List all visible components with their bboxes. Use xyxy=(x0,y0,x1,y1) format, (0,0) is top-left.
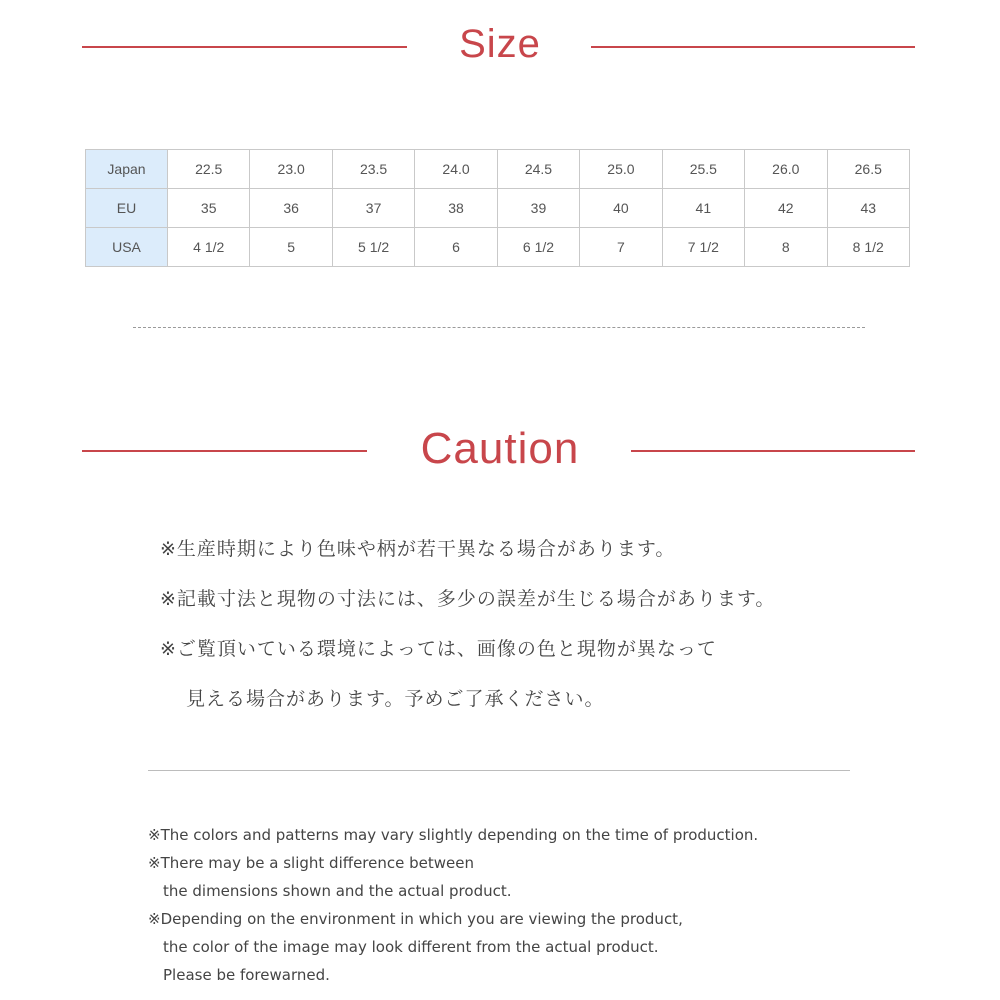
table-cell: 35 xyxy=(168,189,250,228)
table-cell: 37 xyxy=(332,189,414,228)
jp-note-line: ※ご覧頂いている環境によっては、画像の色と現物が異なって xyxy=(160,638,717,660)
table-cell: 25.5 xyxy=(662,150,744,189)
table-cell: 22.5 xyxy=(168,150,250,189)
table-row-japan xyxy=(86,150,910,189)
en-note-line: Please be forewarned. xyxy=(163,966,330,984)
table-cell: 24.0 xyxy=(415,150,497,189)
table-cell: 36 xyxy=(250,189,332,228)
section-divider xyxy=(148,770,850,771)
table-cell: 41 xyxy=(662,189,744,228)
table-row-usa xyxy=(86,228,910,267)
en-note-line: the color of the image may look different from the actual product. xyxy=(163,938,659,956)
row-header-eu: EU xyxy=(86,189,168,228)
size-heading xyxy=(0,20,1000,80)
table-cell: 7 1/2 xyxy=(662,228,744,267)
caution-heading xyxy=(0,422,1000,482)
table-cell: 8 xyxy=(745,228,827,267)
jp-note-line: ※記載寸法と現物の寸法には、多少の誤差が生じる場合があります。 xyxy=(160,588,776,610)
en-note-line: ※Depending on the environment in which you are viewing the product, xyxy=(148,910,683,928)
table-cell: 25.0 xyxy=(580,150,662,189)
table-cell: 26.0 xyxy=(745,150,827,189)
size-title: Size xyxy=(459,22,541,66)
caution-title: Caution xyxy=(420,424,580,473)
row-header-japan: Japan xyxy=(86,150,168,189)
en-note-line: ※There may be a slight difference between xyxy=(148,854,474,872)
japanese-notes xyxy=(160,530,900,730)
table-cell: 42 xyxy=(745,189,827,228)
table-cell: 23.5 xyxy=(332,150,414,189)
table-cell: 38 xyxy=(415,189,497,228)
table-cell: 8 1/2 xyxy=(827,228,910,267)
table-cell: 43 xyxy=(827,189,910,228)
table-cell: 6 xyxy=(415,228,497,267)
english-notes xyxy=(148,821,908,989)
table-cell: 5 1/2 xyxy=(332,228,414,267)
table-cell: 26.5 xyxy=(827,150,910,189)
jp-note-line: ※生産時期により色味や柄が若干異なる場合があります。 xyxy=(160,538,676,560)
heading-rule-right xyxy=(631,450,915,452)
table-cell: 6 1/2 xyxy=(497,228,579,267)
row-header-usa: USA xyxy=(86,228,168,267)
table-cell: 40 xyxy=(580,189,662,228)
table-cell: 4 1/2 xyxy=(168,228,250,267)
heading-rule-right xyxy=(591,46,915,48)
table-cell: 23.0 xyxy=(250,150,332,189)
table-cell: 24.5 xyxy=(497,150,579,189)
table-cell: 39 xyxy=(497,189,579,228)
table-cell: 7 xyxy=(580,228,662,267)
dashed-divider xyxy=(133,327,865,328)
table-cell: 5 xyxy=(250,228,332,267)
en-note-line: the dimensions shown and the actual product. xyxy=(163,882,512,900)
jp-note-line: 見える場合があります。予めご了承ください。 xyxy=(186,688,605,710)
size-table xyxy=(85,149,910,267)
en-note-line: ※The colors and patterns may vary slightly depending on the time of production. xyxy=(148,826,759,844)
table-row-eu xyxy=(86,189,910,228)
